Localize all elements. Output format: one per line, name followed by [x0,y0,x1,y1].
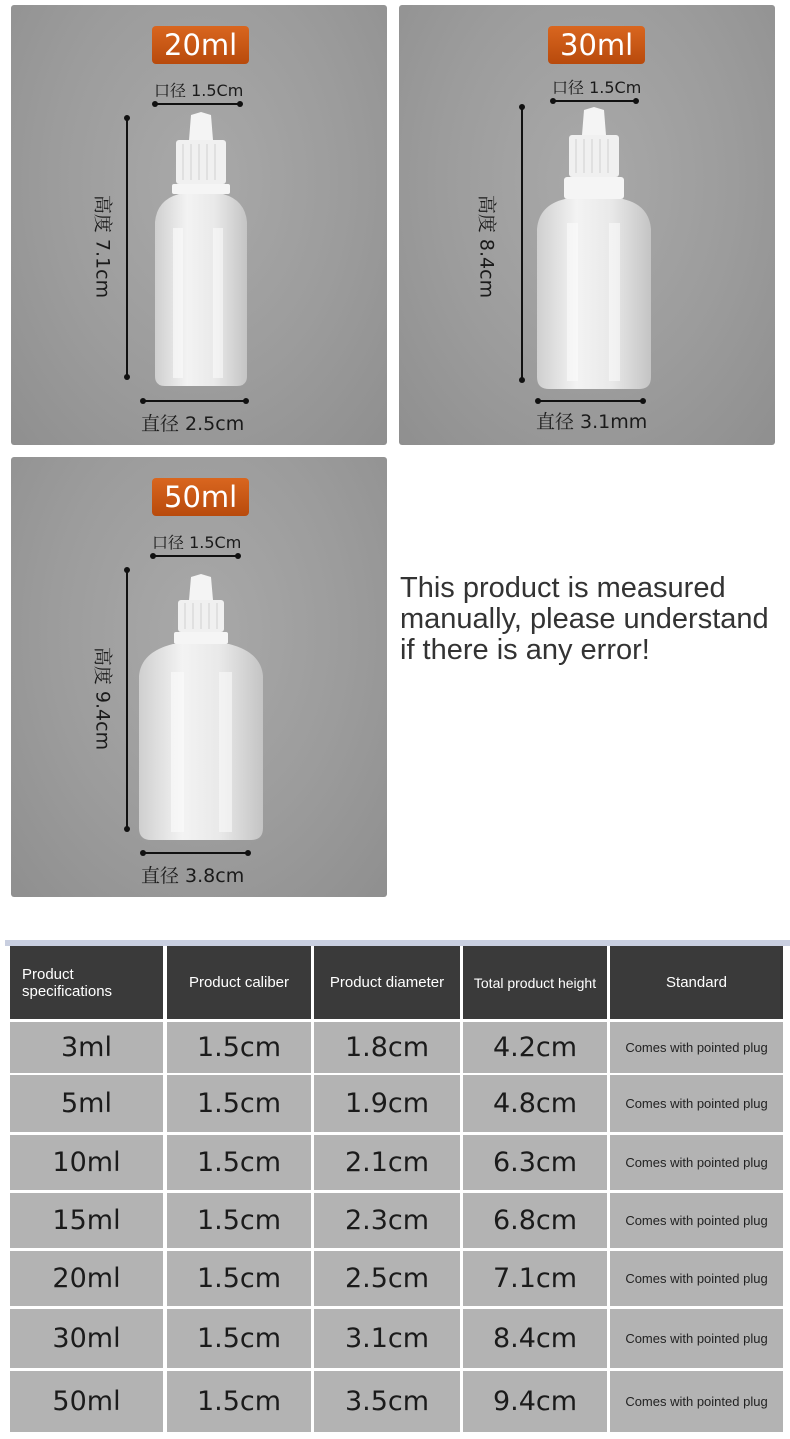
table-cell-diameter: 2.1cm [314,1135,460,1190]
table-cell-standard: Comes with pointed plug [610,1251,783,1306]
table-cell-height: 6.8cm [463,1193,607,1248]
measure-endpoint [535,398,541,404]
table-cell-caliber: 1.5cm [167,1075,311,1132]
mouth-measure-line [553,100,637,102]
measure-endpoint [633,98,639,104]
table-cell-height: 4.2cm [463,1022,607,1073]
table-cell-spec: 15ml [10,1193,163,1248]
table-cell-spec: 10ml [10,1135,163,1190]
table-cell-diameter: 1.9cm [314,1075,460,1132]
table-cell-standard: Comes with pointed plug [610,1371,783,1432]
measure-endpoint [235,553,241,559]
table-cell-standard: Comes with pointed plug [610,1135,783,1190]
table-cell-diameter: 3.5cm [314,1371,460,1432]
measure-endpoint [237,101,243,107]
dropper-bottle-image [141,110,261,390]
product-image-30ml [399,5,775,445]
diameter-measure-line [143,400,247,402]
table-cell-spec: 5ml [10,1075,163,1132]
table-cell-height: 9.4cm [463,1371,607,1432]
measure-endpoint [140,850,146,856]
product-image-50ml [11,457,387,897]
table-cell-diameter: 3.1cm [314,1309,460,1368]
diameter-label: 直径 3.8cm [141,865,245,887]
table-cell-diameter: 2.5cm [314,1251,460,1306]
mouth-measure-line [155,103,241,105]
table-cell-height: 4.8cm [463,1075,607,1132]
measure-endpoint [519,377,525,383]
table-cell-standard: Comes with pointed plug [610,1022,783,1073]
mouth-diameter-label: 口径 1.5Cm [154,81,244,100]
diameter-measure-line [538,400,644,402]
dropper-bottle-image [133,572,269,844]
table-cell-caliber: 1.5cm [167,1135,311,1190]
table-header-spec: Product specifications [10,946,163,1019]
height-label: 高度 9.4cm [91,646,114,751]
diameter-label: 直径 3.1mm [536,411,648,433]
measure-endpoint [245,850,251,856]
capacity-badge: 50ml [152,478,249,516]
table-cell-spec: 50ml [10,1371,163,1432]
capacity-badge: 30ml [548,26,645,64]
measurement-disclaimer: This product is measured manually, please understand if there is any error! [400,572,769,666]
measure-endpoint [243,398,249,404]
spec-table [5,940,790,1439]
table-cell-standard: Comes with pointed plug [610,1075,783,1132]
table-cell-caliber: 1.5cm [167,1371,311,1432]
height-measure-line [126,118,128,378]
diameter-measure-line [143,852,249,854]
table-cell-diameter: 2.3cm [314,1193,460,1248]
table-cell-height: 8.4cm [463,1309,607,1368]
table-header-height: Total product height [463,946,607,1019]
table-header-standard: Standard [610,946,783,1019]
measure-endpoint [124,374,130,380]
table-cell-spec: 30ml [10,1309,163,1368]
measure-endpoint [124,567,130,573]
measure-endpoint [519,104,525,110]
measure-endpoint [550,98,556,104]
measure-endpoint [124,115,130,121]
table-cell-standard: Comes with pointed plug [610,1309,783,1368]
table-header-diameter: Product diameter [314,946,460,1019]
capacity-badge: 20ml [152,26,249,64]
measure-endpoint [140,398,146,404]
table-cell-standard: Comes with pointed plug [610,1193,783,1248]
table-cell-height: 6.3cm [463,1135,607,1190]
measure-endpoint [152,101,158,107]
mouth-measure-line [153,555,239,557]
table-cell-diameter: 1.8cm [314,1022,460,1073]
table-cell-caliber: 1.5cm [167,1193,311,1248]
mouth-diameter-label: 口径 1.5Cm [152,533,242,552]
height-label: 高度 8.4cm [475,194,498,299]
table-cell-caliber: 1.5cm [167,1309,311,1368]
measure-endpoint [124,826,130,832]
table-cell-spec: 3ml [10,1022,163,1073]
measure-endpoint [640,398,646,404]
height-label: 高度 7.1cm [91,194,114,299]
height-measure-line [126,570,128,830]
measure-endpoint [150,553,156,559]
table-header-caliber: Product caliber [167,946,311,1019]
height-measure-line [521,107,523,381]
diameter-label: 直径 2.5cm [141,413,245,435]
table-cell-caliber: 1.5cm [167,1251,311,1306]
mouth-diameter-label: 口径 1.5Cm [552,78,642,97]
product-image-20ml [11,5,387,445]
table-cell-caliber: 1.5cm [167,1022,311,1073]
dropper-bottle-image [529,105,659,395]
table-cell-spec: 20ml [10,1251,163,1306]
table-cell-height: 7.1cm [463,1251,607,1306]
